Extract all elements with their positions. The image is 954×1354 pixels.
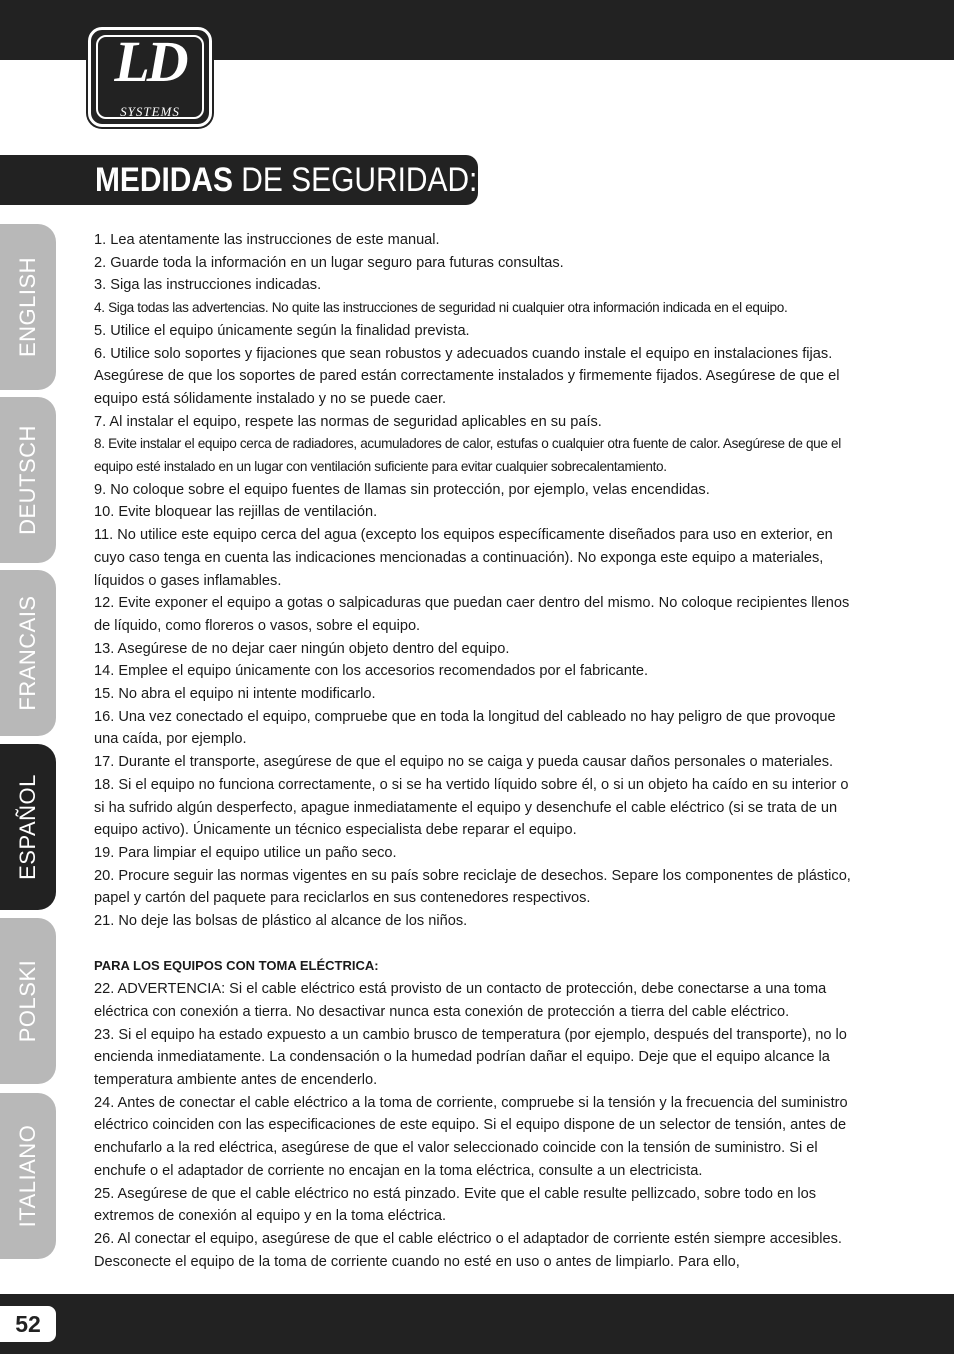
page-title-rest: DE SEGURIDAD: [232, 161, 478, 199]
instruction-item: 21. No deje las bolsas de plástico al alcance de los niños. [94, 913, 468, 930]
tab-espanol[interactable] [0, 744, 56, 910]
page-title [95, 157, 477, 203]
tab-label-espanol: ESPAÑOL [15, 774, 40, 880]
instruction-item: 26. Al conectar el equipo, asegúrese de que el cable eléctrico o el adaptador de corriente estén siempre accesibles. Desconecte el equipo de la toma de corriente cuando no esté en uso o antes de limpiarlo. Para ello, [94, 1230, 842, 1270]
instruction-item: 25. Asegúrese de que el cable eléctrico no está pinzado. Evite que el cable resulte pellizcado, sobre todo en los extremos de conexión al equipo y en la toma eléctrica. [94, 1185, 817, 1225]
instruction-item: 16. Una vez conectado el equipo, compruebe que en toda la longitud del cableado no hay peligro de que provoque una caída, por ejemplo. [94, 708, 836, 748]
instruction-item: 23. Si el equipo ha estado expuesto a un cambio brusco de temperatura (por ejemplo, después del transporte), no lo encienda inmediatamente. La condensación o la humedad podrían dañar el equipo. Deje que el equipo alcance la temperatura ambiente antes de encenderlo. [94, 1026, 847, 1088]
instruction-item: 4. Siga todas las advertencias. No quite las instrucciones de seguridad ni cualquier otra información indicada en el equipo. [94, 300, 788, 316]
instruction-item: 20. Procure seguir las normas vigentes en su país sobre reciclaje de desechos. Separe los componentes de plástico, papel y cartón del paquete para reciclarlos en sus contenedores respectivos. [94, 867, 851, 907]
instruction-item: 19. Para limpiar el equipo utilice un paño seco. [94, 844, 397, 861]
instruction-item: 11. No utilice este equipo cerca del agua (excepto los equipos específicamente diseñados para uso en exterior, en cuyo caso tenga en cuenta las indicaciones mencionadas a continuación). No exponga este equipo a materiales, líquidos o gases inflamables. [94, 527, 833, 589]
safety-instructions [94, 229, 858, 1273]
instruction-item: 3. Siga las instrucciones indicadas. [94, 277, 322, 294]
footer-bar [0, 1294, 954, 1354]
instruction-item: 6. Utilice solo soportes y fijaciones que sean robustos y adecuados cuando instale el equipo en instalaciones fijas. Asegúrese de que los soportes de pared están correctamente instalados y firmemente fijados. Asegúrese de que el equipo está sólidamente instalado y no se puede caer. [94, 345, 840, 407]
instruction-item: 2. Guarde toda la información en un lugar seguro para futuras consultas. [94, 254, 564, 271]
instruction-item: 13. Asegúrese de no dejar caer ningún objeto dentro del equipo. [94, 640, 510, 657]
tab-label-polski: POLSKI [15, 959, 40, 1043]
instruction-item: 10. Evite bloquear las rejillas de ventilación. [94, 504, 378, 521]
ld-systems-logo [88, 27, 212, 127]
logo-brand-text: LD [114, 29, 186, 94]
page-number: 52 [0, 1306, 56, 1342]
tab-label-deutsch: DEUTSCH [15, 425, 40, 535]
instruction-item: 12. Evite exponer el equipo a gotas o salpicaduras que puedan caer dentro del mismo. No coloque recipientes llenos de líquido, como floreros o vasos, sobre el equipo. [94, 595, 850, 634]
instruction-item: 8. Evite instalar el equipo cerca de radiadores, acumuladores de calor, estufas o cualquier otra fuente de calor. Asegúrese de que el equipo esté instalado en un lugar con ventilación suficiente para evitar cualquier sobrecalentamiento. [94, 436, 841, 475]
tab-english[interactable] [0, 224, 56, 390]
instruction-item: 7. Al instalar el equipo, respete las normas de seguridad aplicables en su país. [94, 413, 602, 430]
instruction-item: 24. Antes de conectar el cable eléctrico a la toma de corriente, compruebe si la tensión y la frecuencia del suministro eléctrico coinciden con las especificaciones de este equipo. Si el equipo dispone de un selector de tensión, antes de enchufarlo a la red eléctrica, asegúrese de que el valor seleccionado coincide con la tensión de suministro. Si el enchufe o el adaptador de corriente no encajan en la toma eléctrica, consulte a un electricista. [94, 1094, 848, 1179]
instruction-item: 1. Lea atentamente las instrucciones de este manual. [94, 232, 440, 248]
tab-label-francais: FRANCAIS [15, 595, 40, 711]
tab-italiano[interactable] [0, 1093, 56, 1259]
instruction-item: 17. Durante el transporte, asegúrese de que el equipo no se caiga y pueda causar daños personales o materiales. [94, 754, 834, 771]
instruction-item: 14. Emplee el equipo únicamente con los accesorios recomendados por el fabricante. [94, 663, 649, 680]
page-title-bold: MEDIDAS [95, 161, 233, 199]
tab-francais[interactable] [0, 570, 56, 736]
tab-polski[interactable] [0, 918, 56, 1084]
instruction-item: 18. Si el equipo no funciona correctamente, o si se ha vertido líquido sobre él, o si un objeto ha caído en su interior o si ha sufrido algún desperfecto, apague inmediatamente el equipo y desenchufe el cable eléctrico (si se trata de un equipo activo). Únicamente un técnico especialista debe reparar el equipo. [94, 776, 849, 839]
tab-label-italiano: ITALIANO [15, 1124, 40, 1228]
instruction-item: 9. No coloque sobre el equipo fuentes de llamas sin protección, por ejemplo, velas encendidas. [94, 481, 710, 498]
tab-label-english: ENGLISH [15, 256, 40, 358]
instruction-item: 15. No abra el equipo ni intente modificarlo. [94, 686, 376, 703]
logo-sub-text: SYSTEMS [120, 104, 180, 119]
paragraph-spacer [94, 933, 858, 956]
section-heading: PARA LOS EQUIPOS CON TOMA ELÉCTRICA: [94, 958, 379, 974]
tab-deutsch[interactable] [0, 397, 56, 563]
instruction-item: 5. Utilice el equipo únicamente según la finalidad prevista. [94, 322, 470, 339]
instruction-item: 22. ADVERTENCIA: Si el cable eléctrico está provisto de un contacto de protección, debe conectarse a una toma eléctrica con conexión a tierra. No desactivar nunca esta conexión de protección a tierra del cable eléctrico. [94, 981, 827, 1020]
